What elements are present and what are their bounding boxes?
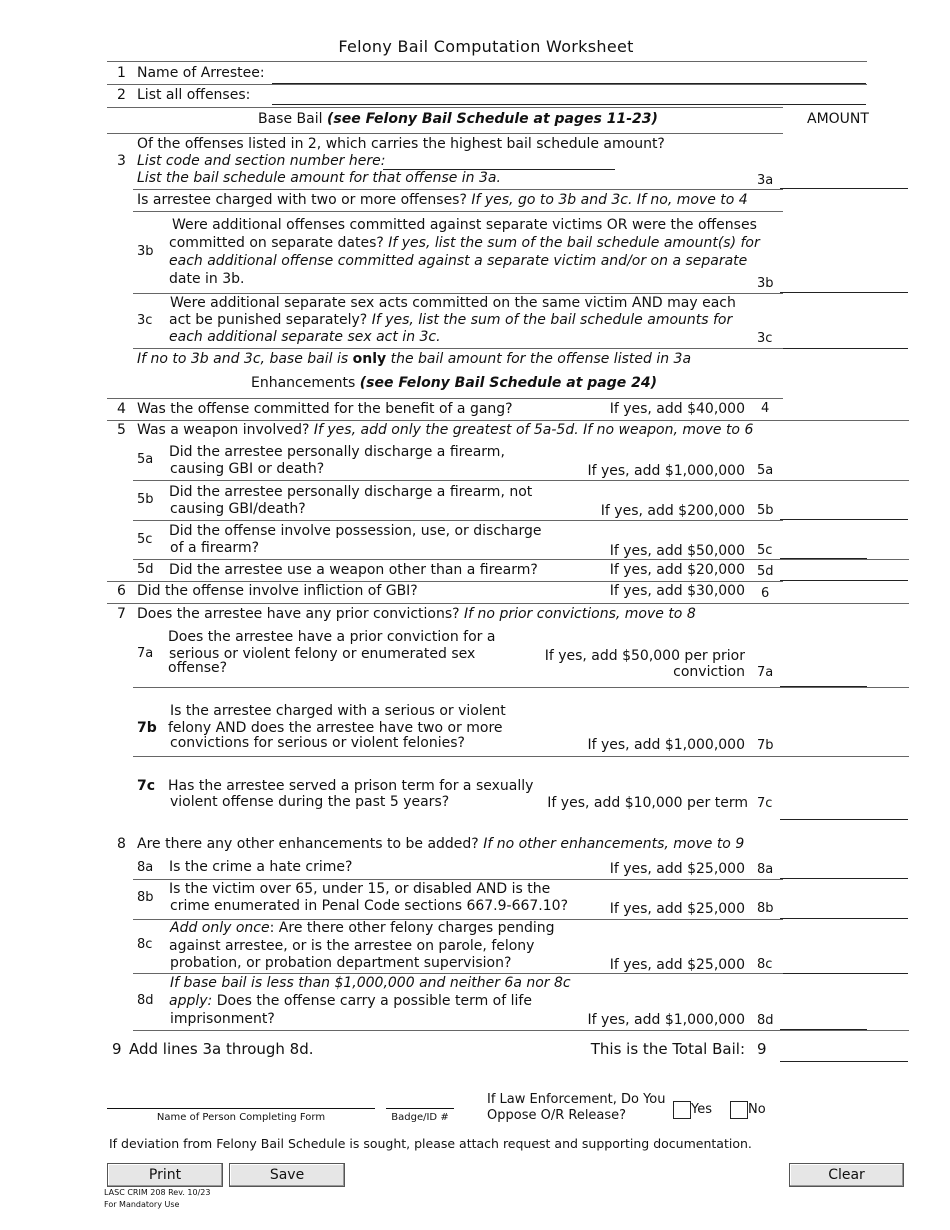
row3c-line2-text: act be punished separately? — [169, 312, 368, 328]
clear-button[interactable]: Clear — [789, 1163, 904, 1187]
row-number: 4 — [117, 401, 126, 417]
row8a-add: If yes, add $25,000 — [609, 861, 745, 877]
row5-question-text: Was a weapon involved? — [137, 422, 310, 438]
or-release-no-checkbox[interactable] — [730, 1101, 748, 1119]
row3b-line2 — [169, 235, 760, 252]
divider — [133, 480, 909, 481]
arrestee-name-field[interactable] — [272, 63, 866, 83]
line-tag-3b: 3b — [757, 276, 774, 291]
line-tag-8a: 8a — [757, 862, 774, 877]
completer-name-label: Name of Person Completing Form — [156, 1112, 326, 1123]
row8-question — [137, 836, 744, 853]
amount-5a-field[interactable] — [780, 462, 908, 480]
line-tag-3a: 3a — [757, 173, 774, 188]
divider — [107, 581, 783, 582]
amount-column-header: AMOUNT — [807, 111, 869, 127]
divider — [107, 133, 783, 134]
row7a-add-line1: If yes, add $50,000 per prior — [544, 648, 745, 664]
amount-7c-underline — [780, 819, 908, 820]
row8c-line3: probation, or probation department supervision? — [170, 955, 512, 971]
row6-question: Did the offense involve infliction of GBI? — [137, 583, 418, 599]
divider — [107, 420, 909, 421]
row7a-line3: offense? — [168, 660, 228, 676]
row3c-line3: each additional separate sex act in 3c. — [169, 329, 441, 345]
row5a-add: If yes, add $1,000,000 — [587, 463, 745, 479]
amount-3b-field[interactable] — [780, 274, 908, 292]
amount-5b-underline — [780, 519, 908, 520]
offenses-label: List all offenses: — [137, 87, 251, 103]
row-number: 3 — [117, 153, 126, 169]
amount-3a-field[interactable] — [780, 170, 908, 188]
row3-question: Of the offenses listed in 2, which carries the highest bail schedule amount? — [137, 136, 665, 152]
base-bail-heading-label: Base Bail — [258, 111, 323, 127]
line-tag-7a: 7a — [757, 665, 774, 680]
line-tag-8c: 8c — [757, 957, 773, 972]
row5d-add: If yes, add $20,000 — [609, 562, 745, 578]
deviation-note: If deviation from Felony Bail Schedule is sought, please attach request and supporting documentation. — [109, 1136, 752, 1151]
row7c-line2: violent offense during the past 5 years? — [170, 794, 450, 810]
amount-7a-field[interactable] — [780, 668, 908, 686]
amount-3b-underline — [780, 292, 908, 293]
row8d-line3: imprisonment? — [170, 1011, 275, 1027]
row-number: 7 — [117, 606, 126, 622]
amount-5c-field[interactable] — [780, 541, 908, 559]
row-number: 5 — [117, 422, 126, 438]
mandatory-use-note: For Mandatory Use — [104, 1200, 180, 1209]
row-number: 5d — [137, 562, 154, 577]
row-number: 5a — [137, 452, 154, 467]
line-tag-7c: 7c — [757, 796, 773, 811]
row8d-add: If yes, add $1,000,000 — [587, 1012, 745, 1028]
divider — [107, 603, 909, 604]
row8-question-text: Are there any other enhancements to be added? — [137, 836, 479, 852]
row7a-line1: Does the arrestee have a prior conviction for a — [168, 629, 496, 645]
line-tag-4: 4 — [761, 401, 770, 416]
row-number: 3b — [137, 244, 154, 259]
code-section-field[interactable] — [383, 151, 615, 169]
row-number: 6 — [117, 583, 126, 599]
line-tag-3c: 3c — [757, 331, 773, 346]
row-number: 8b — [137, 890, 154, 905]
row8c-line1 — [170, 920, 555, 937]
amount-8d-field[interactable] — [780, 1011, 908, 1029]
amount-8b-underline — [780, 918, 908, 919]
amount-4-field[interactable] — [780, 400, 908, 420]
row7b-line3: convictions for serious or violent felonies? — [170, 735, 465, 751]
or-release-question-line1: If Law Enforcement, Do You — [487, 1092, 666, 1107]
row8b-line2: crime enumerated in Penal Code sections 667.9-667.10? — [170, 898, 568, 914]
enhancements-heading-label: Enhancements — [251, 375, 356, 391]
line-tag-6: 6 — [761, 586, 770, 601]
row7-question-text: Does the arrestee have any prior convictions? — [137, 606, 460, 622]
base-bail-heading-note: (see Felony Bail Schedule at pages 11-23) — [326, 111, 658, 127]
row6-add: If yes, add $30,000 — [609, 583, 745, 599]
line-tag-7b: 7b — [757, 738, 774, 753]
row4-add: If yes, add $40,000 — [609, 401, 745, 417]
enhancements-heading-note: (see Felony Bail Schedule at page 24) — [359, 375, 658, 391]
amount-8c-field[interactable] — [780, 955, 908, 973]
completer-name-underline — [107, 1108, 375, 1109]
row5c-add: If yes, add $50,000 — [609, 543, 745, 559]
row8d-line2-note: apply: — [169, 993, 213, 1009]
total-bail-label: This is the Total Bail: — [590, 1040, 745, 1058]
divider — [107, 61, 867, 62]
row3b-line3: each additional offense committed against a separate victim and/or on a separate — [169, 253, 748, 269]
form-id: LASC CRIM 208 Rev. 10/23 — [104, 1188, 211, 1197]
row7a-line2: serious or violent felony or enumerated sex — [169, 646, 476, 662]
row5b-line2: causing GBI/death? — [170, 501, 306, 517]
row5-question-note: If yes, add only the greatest of 5a-5d. If no weapon, move to 6 — [313, 422, 754, 438]
row7b-add: If yes, add $1,000,000 — [587, 737, 745, 753]
row7-question-note: If no prior convictions, move to 8 — [464, 606, 696, 622]
amount-8b-field[interactable] — [780, 900, 908, 918]
row-number: 8c — [137, 937, 153, 952]
amount-8c-underline — [780, 973, 908, 974]
divider — [133, 687, 909, 688]
row3b-line1: Were additional offenses committed against separate victims OR were the offenses — [172, 217, 757, 233]
amount-7c-field[interactable] — [780, 800, 908, 818]
or-release-yes-label: Yes — [691, 1102, 712, 1117]
row-number: 7a — [137, 646, 154, 661]
row3-amount-instruction: List the bail schedule amount for that offense in 3a. — [137, 170, 501, 186]
amount-5b-field[interactable] — [780, 502, 908, 520]
row3b-line2-note: If yes, list the sum of the bail schedule amount(s) for — [388, 235, 760, 251]
row8d-line2 — [169, 993, 532, 1010]
row7c-line1: Has the arrestee served a prison term for a sexually — [168, 778, 534, 794]
row8a-line1: Is the crime a hate crime? — [169, 859, 353, 875]
divider — [133, 1030, 909, 1031]
line-tag-9: 9 — [757, 1040, 767, 1058]
amount-8a-underline — [780, 878, 908, 879]
total-bail-underline — [780, 1061, 908, 1062]
amount-3c-underline — [780, 348, 908, 349]
two-offenses-note: If yes, go to 3b and 3c. If no, move to 4 — [471, 192, 748, 208]
divider — [107, 398, 783, 399]
row8-question-note: If no other enhancements, move to 9 — [483, 836, 745, 852]
amount-6-field[interactable] — [780, 583, 908, 601]
row5-question — [137, 422, 753, 439]
row5b-add: If yes, add $200,000 — [600, 503, 745, 519]
row-number: 9 — [112, 1040, 122, 1058]
divider — [133, 211, 783, 212]
offenses-underline — [272, 104, 866, 105]
badge-id-label: Badge/ID # — [391, 1112, 449, 1123]
row8d-line2-text: Does the offense carry a possible term of life — [216, 993, 532, 1009]
badge-id-underline — [386, 1108, 454, 1109]
row7a-add-line2: conviction — [673, 664, 745, 680]
row3c-line1: Were additional separate sex acts committed on the same victim AND may each — [170, 295, 736, 311]
divider — [133, 189, 783, 190]
row8c-add: If yes, add $25,000 — [609, 957, 745, 973]
amount-3c-field[interactable] — [780, 330, 908, 348]
row5a-line1: Did the arrestee personally discharge a firearm, — [169, 444, 505, 460]
row-number: 2 — [117, 87, 126, 103]
row-number: 8a — [137, 860, 154, 875]
divider — [107, 107, 783, 108]
divider — [133, 559, 909, 560]
amount-7b-field[interactable] — [780, 736, 908, 754]
divider — [133, 879, 783, 880]
amount-3a-underline — [780, 188, 908, 189]
row8b-line1: Is the victim over 65, under 15, or disabled AND is the — [169, 881, 551, 897]
or-release-yes-checkbox[interactable] — [673, 1101, 691, 1119]
row5d-line1: Did the arrestee use a weapon other than a firearm? — [169, 562, 538, 578]
row5c-line1: Did the offense involve possession, use, or discharge — [169, 523, 542, 539]
row-number: 5b — [137, 492, 154, 507]
amount-5d-field[interactable] — [780, 561, 908, 579]
row8d-line1: If base bail is less than $1,000,000 and neither 6a nor 8c — [170, 975, 571, 991]
base-bail-note — [137, 351, 691, 368]
save-button[interactable]: Save — [229, 1163, 345, 1187]
row3-code-label: List code and section number here: — [137, 153, 386, 169]
row3b-line4: date in 3b. — [169, 271, 245, 287]
row5a-line2: causing GBI or death? — [170, 461, 325, 477]
total-bail-field[interactable] — [780, 1040, 908, 1060]
line-tag-8b: 8b — [757, 901, 774, 916]
two-offenses-text: Is arrestee charged with two or more offenses? — [137, 192, 467, 208]
two-offenses-question — [137, 192, 748, 209]
row7b-line1: Is the arrestee charged with a serious or violent — [170, 703, 506, 719]
row5c-line2: of a firearm? — [170, 540, 260, 556]
row8b-add: If yes, add $25,000 — [609, 901, 745, 917]
badge-id-field[interactable] — [386, 1090, 454, 1108]
row8c-line2: against arrestee, or is the arrestee on parole, felony — [169, 938, 535, 954]
row3c-line2 — [169, 312, 732, 329]
row3b-line2-text: committed on separate dates? — [169, 235, 384, 251]
row7-question — [137, 606, 696, 623]
row-number: 7c — [137, 778, 156, 794]
row8c-line1-note: Add only once — [170, 920, 270, 936]
divider — [133, 293, 783, 294]
row-number: 1 — [117, 65, 126, 81]
base-bail-note-a: If no to 3b and 3c, base bail is — [137, 351, 349, 367]
print-button[interactable]: Print — [107, 1163, 223, 1187]
amount-5d-underline — [780, 580, 908, 581]
row-number: 3c — [137, 313, 153, 328]
row9-label: Add lines 3a through 8d. — [129, 1040, 314, 1058]
completer-name-field[interactable] — [107, 1090, 375, 1108]
line-tag-5a: 5a — [757, 463, 774, 478]
or-release-question-line2: Oppose O/R Release? — [487, 1108, 627, 1123]
row-number: 8 — [117, 836, 126, 852]
enhancements-heading — [251, 375, 657, 392]
form-title: Felony Bail Computation Worksheet — [338, 37, 634, 56]
divider — [133, 973, 783, 974]
amount-8a-field[interactable] — [780, 860, 908, 878]
row-number: 7b — [137, 720, 157, 736]
row8c-line1-text: : Are there other felony charges pending — [269, 920, 555, 936]
line-tag-5c: 5c — [757, 543, 773, 558]
line-tag-5d: 5d — [757, 564, 774, 579]
row4-question: Was the offense committed for the benefit of a gang? — [137, 401, 513, 417]
base-bail-heading — [258, 111, 658, 128]
arrestee-name-label: Name of Arrestee: — [137, 65, 265, 81]
or-release-no-label: No — [748, 1102, 766, 1117]
row-number: 8d — [137, 993, 154, 1008]
row7c-add: If yes, add $10,000 per term — [547, 795, 748, 811]
divider — [133, 756, 909, 757]
line-tag-5b: 5b — [757, 503, 774, 518]
line-tag-8d: 8d — [757, 1013, 774, 1028]
row5b-line1: Did the arrestee personally discharge a firearm, not — [169, 484, 533, 500]
row-number: 5c — [137, 532, 153, 547]
row7b-line2: felony AND does the arrestee have two or more — [168, 720, 503, 736]
divider — [133, 348, 783, 349]
base-bail-note-c: the bail amount for the offense listed in 3a — [390, 351, 692, 367]
divider — [133, 520, 783, 521]
offenses-field[interactable] — [272, 85, 866, 105]
base-bail-note-b: only — [352, 351, 387, 367]
row3c-line2-note: If yes, list the sum of the bail schedule amounts for — [371, 312, 733, 328]
